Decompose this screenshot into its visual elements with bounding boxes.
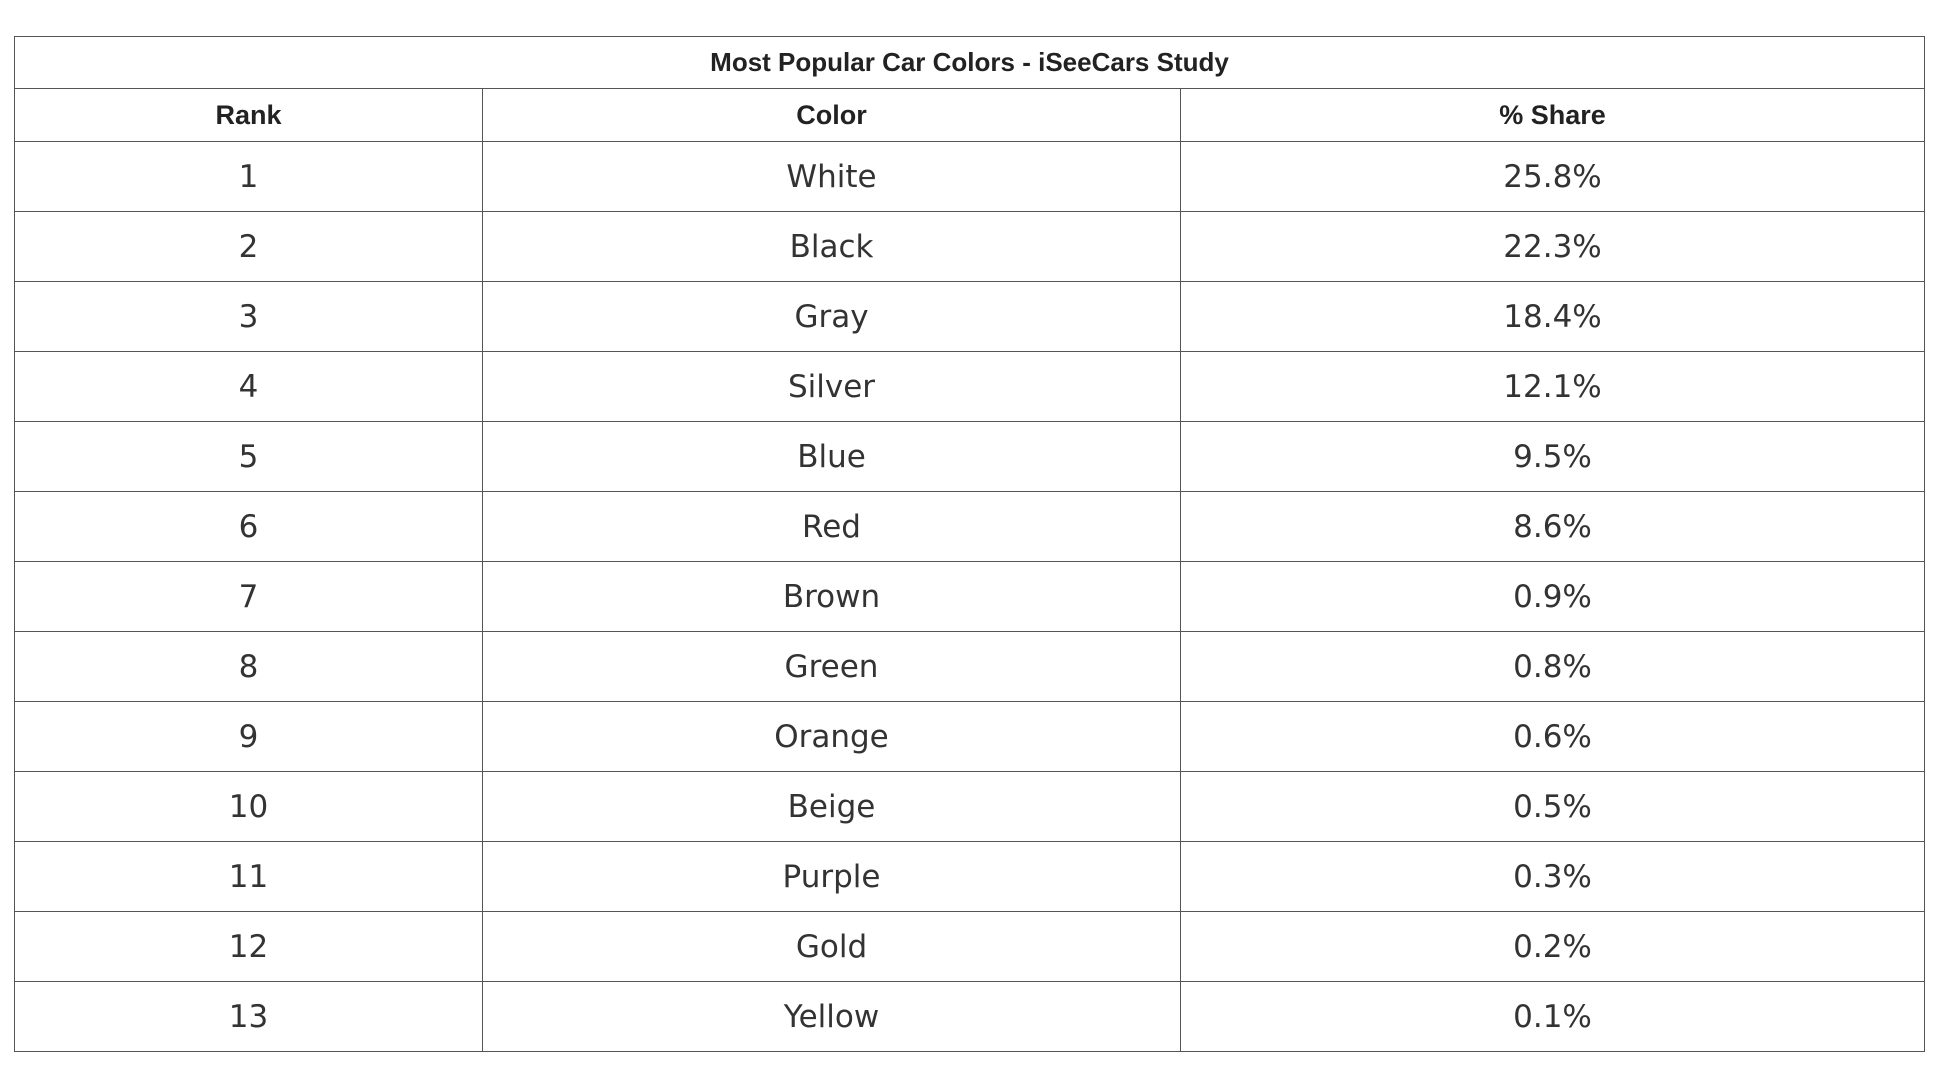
share-cell: 12.1% <box>1181 352 1925 422</box>
color-cell: Green <box>483 632 1181 702</box>
table-row <box>15 282 1925 352</box>
table-row <box>15 492 1925 562</box>
share-cell: 9.5% <box>1181 422 1925 492</box>
rank-cell: 2 <box>15 212 483 282</box>
share-cell: 0.3% <box>1181 842 1925 912</box>
share-cell: 0.5% <box>1181 772 1925 842</box>
table-row <box>15 632 1925 702</box>
table-body <box>15 142 1925 1052</box>
share-cell: 0.2% <box>1181 912 1925 982</box>
table-row <box>15 422 1925 492</box>
share-cell: 22.3% <box>1181 212 1925 282</box>
share-cell: 0.6% <box>1181 702 1925 772</box>
rank-cell: 11 <box>15 842 483 912</box>
column-header-color: Color <box>483 89 1181 142</box>
color-cell: Blue <box>483 422 1181 492</box>
table-title-row <box>15 37 1925 89</box>
color-cell: Purple <box>483 842 1181 912</box>
color-cell: White <box>483 142 1181 212</box>
table-head <box>15 37 1925 142</box>
column-header-rank: Rank <box>15 89 483 142</box>
rank-cell: 13 <box>15 982 483 1052</box>
share-cell: 25.8% <box>1181 142 1925 212</box>
color-cell: Yellow <box>483 982 1181 1052</box>
rank-cell: 4 <box>15 352 483 422</box>
rank-cell: 3 <box>15 282 483 352</box>
share-cell: 0.9% <box>1181 562 1925 632</box>
rank-cell: 12 <box>15 912 483 982</box>
color-cell: Red <box>483 492 1181 562</box>
table-row <box>15 772 1925 842</box>
table-row <box>15 212 1925 282</box>
share-cell: 18.4% <box>1181 282 1925 352</box>
color-cell: Gold <box>483 912 1181 982</box>
car-colors-table <box>14 36 1925 1052</box>
table-title: Most Popular Car Colors - iSeeCars Study <box>15 37 1925 89</box>
rank-cell: 5 <box>15 422 483 492</box>
color-cell: Beige <box>483 772 1181 842</box>
rank-cell: 8 <box>15 632 483 702</box>
rank-cell: 1 <box>15 142 483 212</box>
rank-cell: 7 <box>15 562 483 632</box>
column-header-row <box>15 89 1925 142</box>
table-row <box>15 142 1925 212</box>
share-cell: 0.1% <box>1181 982 1925 1052</box>
table-row <box>15 352 1925 422</box>
color-cell: Black <box>483 212 1181 282</box>
table-row <box>15 982 1925 1052</box>
rank-cell: 10 <box>15 772 483 842</box>
table-row <box>15 562 1925 632</box>
column-header-share: % Share <box>1181 89 1925 142</box>
rank-cell: 9 <box>15 702 483 772</box>
color-cell: Gray <box>483 282 1181 352</box>
table-row <box>15 702 1925 772</box>
color-cell: Brown <box>483 562 1181 632</box>
color-cell: Silver <box>483 352 1181 422</box>
share-cell: 0.8% <box>1181 632 1925 702</box>
table-row <box>15 842 1925 912</box>
rank-cell: 6 <box>15 492 483 562</box>
car-colors-table-container <box>14 36 1924 1052</box>
share-cell: 8.6% <box>1181 492 1925 562</box>
table-row <box>15 912 1925 982</box>
color-cell: Orange <box>483 702 1181 772</box>
